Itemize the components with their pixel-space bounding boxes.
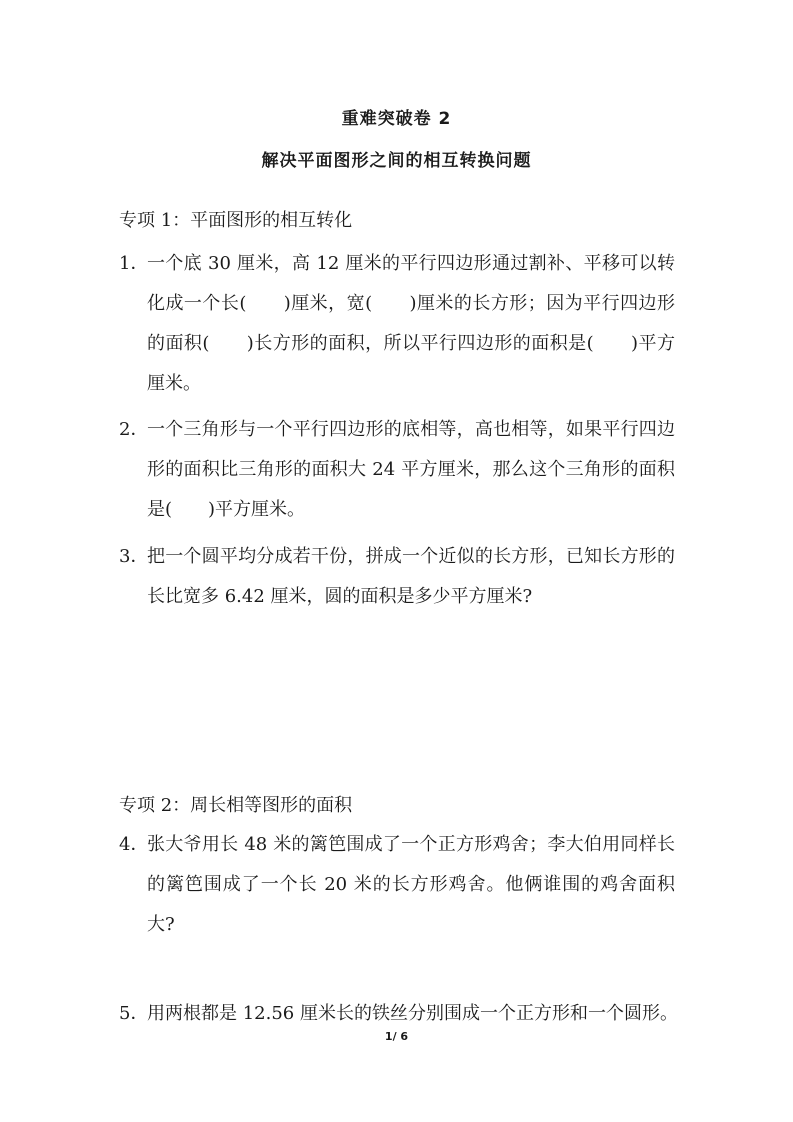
question-5 xyxy=(119,994,679,1034)
question-2 xyxy=(119,410,675,530)
question-4 xyxy=(119,825,675,945)
question-1-text: 一个底 30 厘米，高 12 厘米的平行四边形通过割补、平移可以转化成一个长( )厘米，宽( )厘米的长方形；因为平行四边形的面积( )长方形的面积，所以平行四边形的面积是( )平方厘米。 xyxy=(147,253,675,394)
question-4-text: 张大爷用长 48 米的篱笆围成了一个正方形鸡舍；李大伯用同样长的篱笆围成了一个长 20 米的长方形鸡舍。他俩谁围的鸡舍面积大? xyxy=(147,834,675,935)
question-3-number: 3． xyxy=(119,546,149,567)
page-subtitle: 解决平面图形之间的相互转换问题 xyxy=(261,151,532,171)
question-5-number: 5． xyxy=(119,1003,149,1024)
question-2-number: 2． xyxy=(119,419,149,440)
question-1-number: 1． xyxy=(119,253,149,274)
question-3-text: 把一个圆平均分成若干份，拼成一个近似的长方形，已知长方形的长比宽多 6.42 厘米，圆的面积是多少平方厘米? xyxy=(147,546,675,607)
page-title: 重难突破卷 2 xyxy=(341,109,452,129)
question-1 xyxy=(119,244,675,404)
section-2-heading: 专项 2：周长相等图形的面积 xyxy=(119,795,353,816)
question-3 xyxy=(119,537,675,617)
page-number: 1/ 6 xyxy=(384,1030,409,1043)
section-1-heading: 专项 1：平面图形的相互转化 xyxy=(119,210,353,231)
question-4-number: 4． xyxy=(119,834,149,855)
question-2-text: 一个三角形与一个平行四边形的底相等，高也相等，如果平行四边形的面积比三角形的面积大 24 平方厘米，那么这个三角形的面积是( )平方厘米。 xyxy=(147,419,675,520)
question-5-text: 用两根都是 12.56 厘米长的铁丝分别围成一个正方形和一个圆形。 xyxy=(147,1003,678,1024)
